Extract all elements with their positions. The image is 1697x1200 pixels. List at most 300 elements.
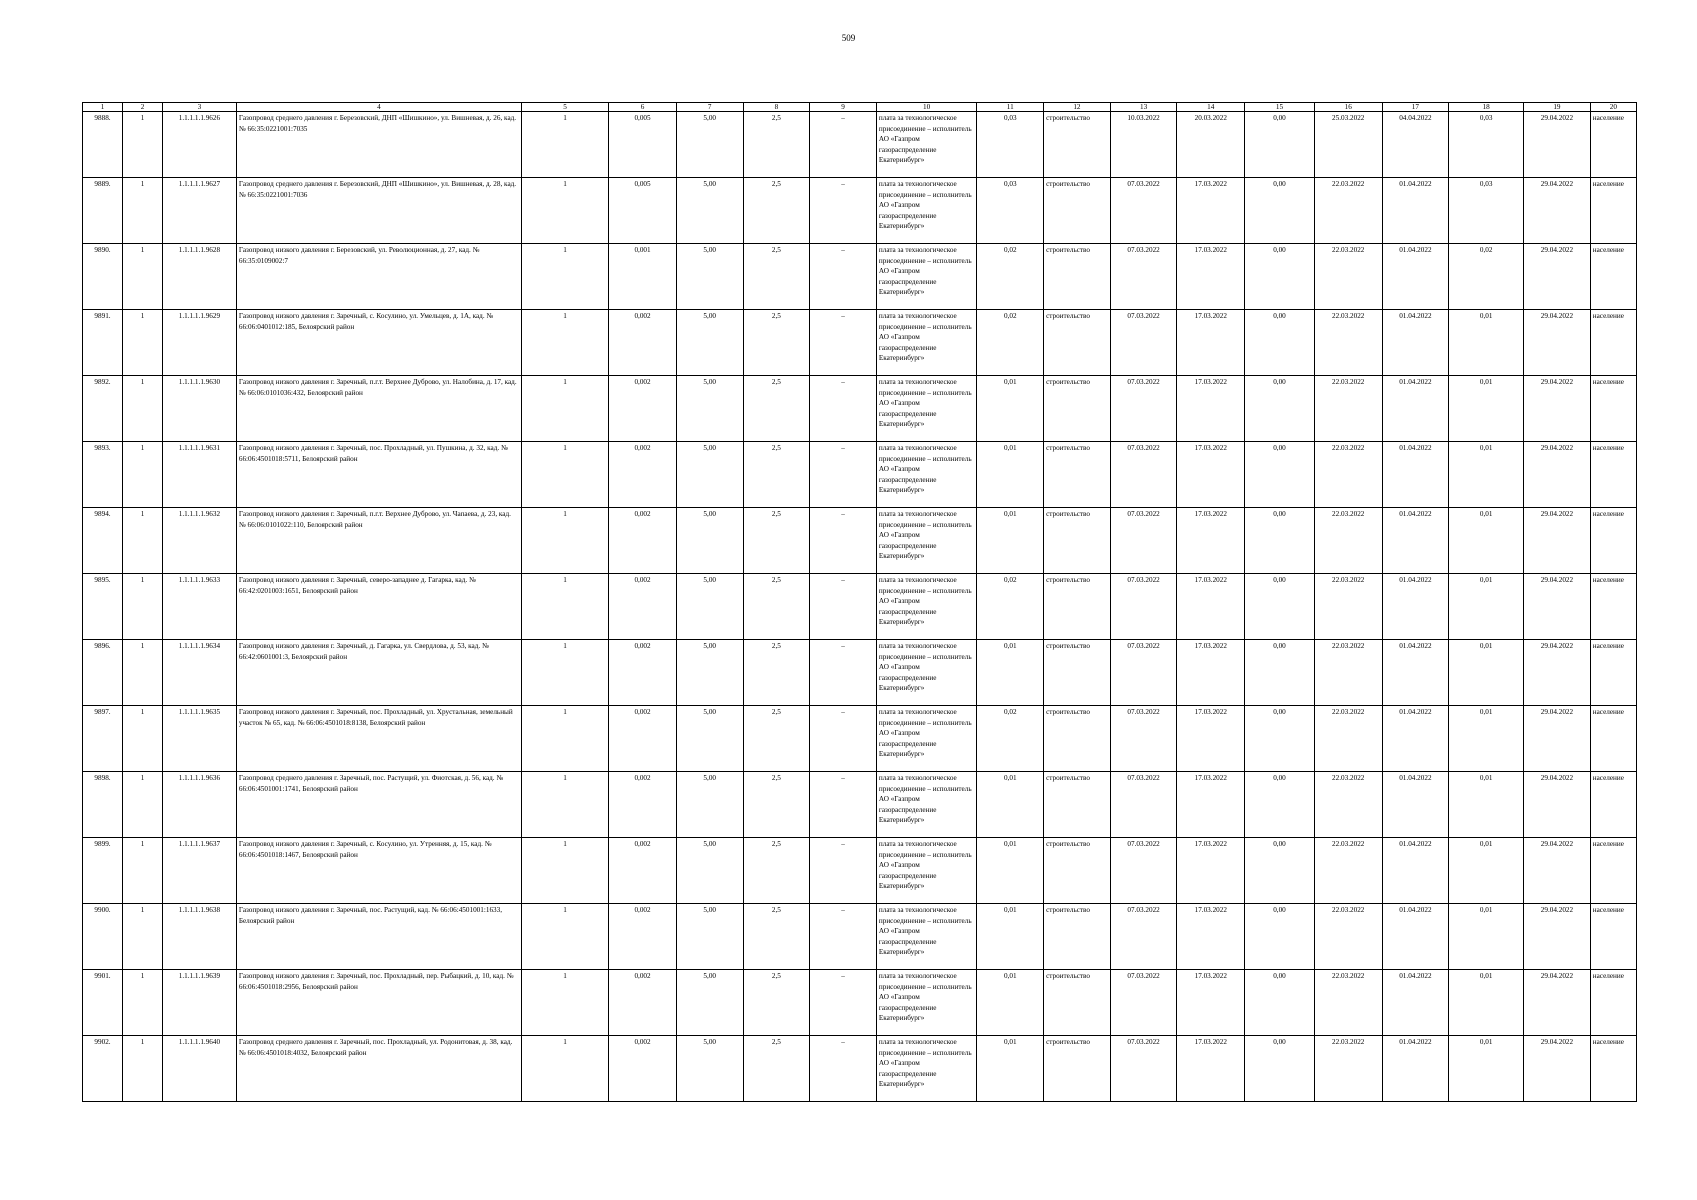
- col-6-cell: 0,002: [609, 574, 677, 640]
- project-id-cell: 1.1.1.1.1.9626: [163, 112, 237, 178]
- col-5-cell: 1: [522, 244, 609, 310]
- consumer-category-cell: население: [1590, 772, 1636, 838]
- date-13-cell: 07.03.2022: [1110, 310, 1177, 376]
- date-19-cell: 29.04.2022: [1524, 1036, 1591, 1102]
- col-6-cell: 0,002: [609, 838, 677, 904]
- column-header-16: 16: [1314, 103, 1382, 112]
- date-17-cell: 01.04.2022: [1382, 508, 1449, 574]
- table-row: [83, 244, 1637, 310]
- date-16-cell: 22.03.2022: [1314, 442, 1382, 508]
- date-19-cell: 29.04.2022: [1524, 244, 1591, 310]
- col-9-cell: –: [810, 772, 877, 838]
- work-type-cell: строительство: [1044, 508, 1111, 574]
- project-id-cell: 1.1.1.1.1.9638: [163, 904, 237, 970]
- row-number-cell: 9889.: [83, 178, 123, 244]
- col-9-cell: –: [810, 574, 877, 640]
- col-11-cell: 0,01: [977, 904, 1044, 970]
- col-8-cell: 2,5: [743, 508, 810, 574]
- date-14-cell: 17.03.2022: [1177, 838, 1245, 904]
- funding-source-cell: плата за технологическое присоединение – исполнитель АО «Газпром газораспределение Екатеринбург»: [876, 772, 977, 838]
- funding-source-cell: плата за технологическое присоединение – исполнитель АО «Газпром газораспределение Екатеринбург»: [876, 178, 977, 244]
- table-row: [83, 772, 1637, 838]
- date-16-cell: 22.03.2022: [1314, 376, 1382, 442]
- col-5-cell: 1: [522, 838, 609, 904]
- col-9-cell: –: [810, 706, 877, 772]
- date-19-cell: 29.04.2022: [1524, 310, 1591, 376]
- date-17-cell: 01.04.2022: [1382, 640, 1449, 706]
- col-2-cell: 1: [123, 640, 163, 706]
- consumer-category-cell: население: [1590, 640, 1636, 706]
- col-2-cell: 1: [123, 904, 163, 970]
- date-19-cell: 29.04.2022: [1524, 112, 1591, 178]
- col-5-cell: 1: [522, 640, 609, 706]
- table-row: [83, 574, 1637, 640]
- table-row: [83, 508, 1637, 574]
- col-2-cell: 1: [123, 244, 163, 310]
- col-9-cell: –: [810, 640, 877, 706]
- date-16-cell: 22.03.2022: [1314, 772, 1382, 838]
- work-type-cell: строительство: [1044, 112, 1111, 178]
- project-id-cell: 1.1.1.1.1.9632: [163, 508, 237, 574]
- project-description-cell: Газопровод низкого давления г. Заречный, пос. Растущий, кад. № 66:06:4501001:1633, Белоярский район: [236, 904, 521, 970]
- col-15-cell: 0,00: [1245, 904, 1315, 970]
- date-16-cell: 22.03.2022: [1314, 640, 1382, 706]
- col-11-cell: 0,02: [977, 310, 1044, 376]
- column-number-header-row: [83, 103, 1637, 112]
- col-2-cell: 1: [123, 706, 163, 772]
- funding-source-cell: плата за технологическое присоединение – исполнитель АО «Газпром газораспределение Екатеринбург»: [876, 574, 977, 640]
- col-11-cell: 0,02: [977, 574, 1044, 640]
- col-5-cell: 1: [522, 442, 609, 508]
- col-8-cell: 2,5: [743, 640, 810, 706]
- col-18-cell: 0,01: [1449, 904, 1524, 970]
- col-8-cell: 2,5: [743, 970, 810, 1036]
- date-14-cell: 17.03.2022: [1177, 970, 1245, 1036]
- date-17-cell: 01.04.2022: [1382, 178, 1449, 244]
- col-9-cell: –: [810, 904, 877, 970]
- project-description-cell: Газопровод низкого давления г. Заречный, пос. Прохладный, ул. Пушкина, д. 32, кад. № 66:06:4501018:5711, Белоярский район: [236, 442, 521, 508]
- column-header-8: 8: [743, 103, 810, 112]
- date-14-cell: 17.03.2022: [1177, 640, 1245, 706]
- work-type-cell: строительство: [1044, 574, 1111, 640]
- col-18-cell: 0,02: [1449, 244, 1524, 310]
- consumer-category-cell: население: [1590, 376, 1636, 442]
- project-id-cell: 1.1.1.1.1.9628: [163, 244, 237, 310]
- date-13-cell: 10.03.2022: [1110, 112, 1177, 178]
- column-header-18: 18: [1449, 103, 1524, 112]
- col-8-cell: 2,5: [743, 904, 810, 970]
- funding-source-cell: плата за технологическое присоединение – исполнитель АО «Газпром газораспределение Екатеринбург»: [876, 244, 977, 310]
- date-13-cell: 07.03.2022: [1110, 376, 1177, 442]
- col-7-cell: 5,00: [676, 244, 743, 310]
- col-8-cell: 2,5: [743, 442, 810, 508]
- column-header-4: 4: [236, 103, 521, 112]
- date-13-cell: 07.03.2022: [1110, 178, 1177, 244]
- date-13-cell: 07.03.2022: [1110, 904, 1177, 970]
- col-9-cell: –: [810, 112, 877, 178]
- work-type-cell: строительство: [1044, 772, 1111, 838]
- date-13-cell: 07.03.2022: [1110, 706, 1177, 772]
- col-18-cell: 0,01: [1449, 376, 1524, 442]
- row-number-cell: 9898.: [83, 772, 123, 838]
- col-9-cell: –: [810, 244, 877, 310]
- project-description-cell: Газопровод низкого давления г. Березовский, ул. Революционная, д. 27, кад. № 66:35:0109002:7: [236, 244, 521, 310]
- col-6-cell: 0,001: [609, 244, 677, 310]
- funding-source-cell: плата за технологическое присоединение – исполнитель АО «Газпром газораспределение Екатеринбург»: [876, 970, 977, 1036]
- col-6-cell: 0,002: [609, 1036, 677, 1102]
- table-row: [83, 838, 1637, 904]
- col-5-cell: 1: [522, 310, 609, 376]
- col-9-cell: –: [810, 1036, 877, 1102]
- col-7-cell: 5,00: [676, 310, 743, 376]
- date-17-cell: 04.04.2022: [1382, 112, 1449, 178]
- row-number-cell: 9901.: [83, 970, 123, 1036]
- date-16-cell: 22.03.2022: [1314, 838, 1382, 904]
- col-2-cell: 1: [123, 178, 163, 244]
- col-2-cell: 1: [123, 508, 163, 574]
- work-type-cell: строительство: [1044, 178, 1111, 244]
- consumer-category-cell: население: [1590, 244, 1636, 310]
- date-17-cell: 01.04.2022: [1382, 772, 1449, 838]
- date-19-cell: 29.04.2022: [1524, 442, 1591, 508]
- row-number-cell: 9902.: [83, 1036, 123, 1102]
- col-11-cell: 0,03: [977, 112, 1044, 178]
- funding-source-cell: плата за технологическое присоединение – исполнитель АО «Газпром газораспределение Екатеринбург»: [876, 376, 977, 442]
- date-16-cell: 22.03.2022: [1314, 310, 1382, 376]
- project-id-cell: 1.1.1.1.1.9636: [163, 772, 237, 838]
- col-8-cell: 2,5: [743, 178, 810, 244]
- date-19-cell: 29.04.2022: [1524, 178, 1591, 244]
- consumer-category-cell: население: [1590, 706, 1636, 772]
- table-row: [83, 1036, 1637, 1102]
- col-2-cell: 1: [123, 772, 163, 838]
- col-6-cell: 0,002: [609, 706, 677, 772]
- project-description-cell: Газопровод среднего давления г. Заречный, пос. Растущий, ул. Фиотская, д. 56, кад. № 66:06:4501001:1741, Белоярский район: [236, 772, 521, 838]
- col-15-cell: 0,00: [1245, 310, 1315, 376]
- col-11-cell: 0,02: [977, 706, 1044, 772]
- date-19-cell: 29.04.2022: [1524, 772, 1591, 838]
- col-18-cell: 0,03: [1449, 178, 1524, 244]
- project-description-cell: Газопровод низкого давления г. Заречный, д. Гагарка, ул. Свердлова, д. 53, кад. № 66:42:0601001:3, Белоярский район: [236, 640, 521, 706]
- column-header-5: 5: [522, 103, 609, 112]
- date-16-cell: 22.03.2022: [1314, 244, 1382, 310]
- date-14-cell: 20.03.2022: [1177, 112, 1245, 178]
- col-8-cell: 2,5: [743, 706, 810, 772]
- project-description-cell: Газопровод среднего давления г. Березовский, ДНП «Шишкино», ул. Вишневая, д. 28, кад. № 66:35:0221001:7036: [236, 178, 521, 244]
- col-15-cell: 0,00: [1245, 376, 1315, 442]
- col-11-cell: 0,01: [977, 1036, 1044, 1102]
- row-number-cell: 9891.: [83, 310, 123, 376]
- date-17-cell: 01.04.2022: [1382, 1036, 1449, 1102]
- date-13-cell: 07.03.2022: [1110, 1036, 1177, 1102]
- date-16-cell: 22.03.2022: [1314, 706, 1382, 772]
- row-number-cell: 9892.: [83, 376, 123, 442]
- date-16-cell: 22.03.2022: [1314, 970, 1382, 1036]
- row-number-cell: 9896.: [83, 640, 123, 706]
- col-15-cell: 0,00: [1245, 574, 1315, 640]
- investment-register-table: [82, 102, 1637, 1102]
- col-7-cell: 5,00: [676, 178, 743, 244]
- table-row: [83, 178, 1637, 244]
- col-15-cell: 0,00: [1245, 508, 1315, 574]
- date-13-cell: 07.03.2022: [1110, 970, 1177, 1036]
- date-19-cell: 29.04.2022: [1524, 904, 1591, 970]
- col-6-cell: 0,002: [609, 772, 677, 838]
- col-6-cell: 0,005: [609, 178, 677, 244]
- col-11-cell: 0,01: [977, 442, 1044, 508]
- date-16-cell: 22.03.2022: [1314, 1036, 1382, 1102]
- row-number-cell: 9897.: [83, 706, 123, 772]
- project-id-cell: 1.1.1.1.1.9629: [163, 310, 237, 376]
- work-type-cell: строительство: [1044, 838, 1111, 904]
- col-8-cell: 2,5: [743, 112, 810, 178]
- project-description-cell: Газопровод низкого давления г. Заречный, северо-западнее д. Гагарка, кад. № 66:42:0201003:1651, Белоярский район: [236, 574, 521, 640]
- project-description-cell: Газопровод низкого давления г. Заречный, п.г.т. Верхнее Дуброво, ул. Чапаева, д. 23, кад. № 66:06:0101022:110, Белоярский район: [236, 508, 521, 574]
- col-15-cell: 0,00: [1245, 970, 1315, 1036]
- column-header-14: 14: [1177, 103, 1245, 112]
- date-19-cell: 29.04.2022: [1524, 838, 1591, 904]
- col-5-cell: 1: [522, 112, 609, 178]
- col-9-cell: –: [810, 970, 877, 1036]
- consumer-category-cell: население: [1590, 838, 1636, 904]
- column-header-10: 10: [876, 103, 977, 112]
- col-2-cell: 1: [123, 376, 163, 442]
- date-16-cell: 22.03.2022: [1314, 904, 1382, 970]
- date-14-cell: 17.03.2022: [1177, 706, 1245, 772]
- col-15-cell: 0,00: [1245, 1036, 1315, 1102]
- work-type-cell: строительство: [1044, 376, 1111, 442]
- col-7-cell: 5,00: [676, 442, 743, 508]
- date-13-cell: 07.03.2022: [1110, 244, 1177, 310]
- funding-source-cell: плата за технологическое присоединение – исполнитель АО «Газпром газораспределение Екатеринбург»: [876, 1036, 977, 1102]
- col-6-cell: 0,005: [609, 112, 677, 178]
- consumer-category-cell: население: [1590, 310, 1636, 376]
- table-row: [83, 904, 1637, 970]
- row-number-cell: 9893.: [83, 442, 123, 508]
- col-8-cell: 2,5: [743, 244, 810, 310]
- col-18-cell: 0,01: [1449, 970, 1524, 1036]
- column-header-20: 20: [1590, 103, 1636, 112]
- col-18-cell: 0,01: [1449, 1036, 1524, 1102]
- consumer-category-cell: население: [1590, 508, 1636, 574]
- date-14-cell: 17.03.2022: [1177, 376, 1245, 442]
- date-17-cell: 01.04.2022: [1382, 904, 1449, 970]
- consumer-category-cell: население: [1590, 904, 1636, 970]
- col-6-cell: 0,002: [609, 508, 677, 574]
- col-7-cell: 5,00: [676, 112, 743, 178]
- date-19-cell: 29.04.2022: [1524, 376, 1591, 442]
- col-8-cell: 2,5: [743, 772, 810, 838]
- date-13-cell: 07.03.2022: [1110, 772, 1177, 838]
- table-row: [83, 970, 1637, 1036]
- project-description-cell: Газопровод низкого давления г. Заречный, с. Косулино, ул. Утренняя, д. 15, кад. № 66:06:4501018:1467, Белоярский район: [236, 838, 521, 904]
- date-17-cell: 01.04.2022: [1382, 376, 1449, 442]
- project-description-cell: Газопровод низкого давления г. Заречный, п.г.т. Верхнее Дуброво, ул. Налобина, д. 17, кад. № 66:06:0101036:432, Белоярский район: [236, 376, 521, 442]
- col-9-cell: –: [810, 376, 877, 442]
- col-15-cell: 0,00: [1245, 244, 1315, 310]
- date-13-cell: 07.03.2022: [1110, 574, 1177, 640]
- col-8-cell: 2,5: [743, 376, 810, 442]
- col-7-cell: 5,00: [676, 706, 743, 772]
- col-5-cell: 1: [522, 1036, 609, 1102]
- row-number-cell: 9894.: [83, 508, 123, 574]
- date-16-cell: 22.03.2022: [1314, 508, 1382, 574]
- col-18-cell: 0,01: [1449, 640, 1524, 706]
- work-type-cell: строительство: [1044, 244, 1111, 310]
- date-13-cell: 07.03.2022: [1110, 442, 1177, 508]
- project-id-cell: 1.1.1.1.1.9633: [163, 574, 237, 640]
- col-15-cell: 0,00: [1245, 640, 1315, 706]
- project-id-cell: 1.1.1.1.1.9631: [163, 442, 237, 508]
- table-row: [83, 640, 1637, 706]
- date-14-cell: 17.03.2022: [1177, 508, 1245, 574]
- col-11-cell: 0,01: [977, 640, 1044, 706]
- column-header-12: 12: [1044, 103, 1111, 112]
- col-18-cell: 0,01: [1449, 508, 1524, 574]
- date-14-cell: 17.03.2022: [1177, 178, 1245, 244]
- page-number: 509: [841, 33, 856, 43]
- col-8-cell: 2,5: [743, 1036, 810, 1102]
- work-type-cell: строительство: [1044, 1036, 1111, 1102]
- date-14-cell: 17.03.2022: [1177, 772, 1245, 838]
- col-2-cell: 1: [123, 970, 163, 1036]
- date-14-cell: 17.03.2022: [1177, 904, 1245, 970]
- col-7-cell: 5,00: [676, 772, 743, 838]
- col-7-cell: 5,00: [676, 574, 743, 640]
- project-description-cell: Газопровод среднего давления г. Березовский, ДНП «Шишкино», ул. Вишневая, д. 26, кад. № 66:35:0221001:7035: [236, 112, 521, 178]
- col-6-cell: 0,002: [609, 310, 677, 376]
- col-8-cell: 2,5: [743, 310, 810, 376]
- col-18-cell: 0,01: [1449, 706, 1524, 772]
- table-row: [83, 310, 1637, 376]
- column-header-6: 6: [609, 103, 677, 112]
- column-header-9: 9: [810, 103, 877, 112]
- table-row: [83, 112, 1637, 178]
- col-5-cell: 1: [522, 376, 609, 442]
- work-type-cell: строительство: [1044, 310, 1111, 376]
- table-row: [83, 442, 1637, 508]
- col-9-cell: –: [810, 310, 877, 376]
- date-13-cell: 07.03.2022: [1110, 640, 1177, 706]
- work-type-cell: строительство: [1044, 640, 1111, 706]
- project-id-cell: 1.1.1.1.1.9640: [163, 1036, 237, 1102]
- col-7-cell: 5,00: [676, 904, 743, 970]
- column-header-2: 2: [123, 103, 163, 112]
- col-18-cell: 0,01: [1449, 442, 1524, 508]
- funding-source-cell: плата за технологическое присоединение – исполнитель АО «Газпром газораспределение Екатеринбург»: [876, 508, 977, 574]
- date-16-cell: 25.03.2022: [1314, 112, 1382, 178]
- funding-source-cell: плата за технологическое присоединение – исполнитель АО «Газпром газораспределение Екатеринбург»: [876, 442, 977, 508]
- row-number-cell: 9900.: [83, 904, 123, 970]
- col-18-cell: 0,03: [1449, 112, 1524, 178]
- col-2-cell: 1: [123, 574, 163, 640]
- date-19-cell: 29.04.2022: [1524, 508, 1591, 574]
- column-header-3: 3: [163, 103, 237, 112]
- date-17-cell: 01.04.2022: [1382, 970, 1449, 1036]
- col-2-cell: 1: [123, 1036, 163, 1102]
- col-11-cell: 0,03: [977, 178, 1044, 244]
- col-7-cell: 5,00: [676, 508, 743, 574]
- col-8-cell: 2,5: [743, 574, 810, 640]
- project-id-cell: 1.1.1.1.1.9627: [163, 178, 237, 244]
- date-19-cell: 29.04.2022: [1524, 574, 1591, 640]
- col-7-cell: 5,00: [676, 970, 743, 1036]
- col-6-cell: 0,002: [609, 442, 677, 508]
- col-15-cell: 0,00: [1245, 706, 1315, 772]
- column-header-1: 1: [83, 103, 123, 112]
- col-7-cell: 5,00: [676, 838, 743, 904]
- date-14-cell: 17.03.2022: [1177, 310, 1245, 376]
- column-header-17: 17: [1382, 103, 1449, 112]
- col-9-cell: –: [810, 838, 877, 904]
- col-9-cell: –: [810, 178, 877, 244]
- col-15-cell: 0,00: [1245, 838, 1315, 904]
- col-15-cell: 0,00: [1245, 112, 1315, 178]
- col-9-cell: –: [810, 442, 877, 508]
- col-6-cell: 0,002: [609, 970, 677, 1036]
- project-description-cell: Газопровод низкого давления г. Заречный, с. Косулино, ул. Умельцев, д. 1А, кад. № 66:06:0401012:185, Белоярский район: [236, 310, 521, 376]
- col-5-cell: 1: [522, 178, 609, 244]
- row-number-cell: 9895.: [83, 574, 123, 640]
- col-18-cell: 0,01: [1449, 772, 1524, 838]
- consumer-category-cell: население: [1590, 574, 1636, 640]
- col-11-cell: 0,01: [977, 838, 1044, 904]
- col-11-cell: 0,01: [977, 376, 1044, 442]
- date-17-cell: 01.04.2022: [1382, 442, 1449, 508]
- date-13-cell: 07.03.2022: [1110, 508, 1177, 574]
- date-17-cell: 01.04.2022: [1382, 244, 1449, 310]
- date-17-cell: 01.04.2022: [1382, 838, 1449, 904]
- funding-source-cell: плата за технологическое присоединение – исполнитель АО «Газпром газораспределение Екатеринбург»: [876, 640, 977, 706]
- col-2-cell: 1: [123, 310, 163, 376]
- row-number-cell: 9888.: [83, 112, 123, 178]
- work-type-cell: строительство: [1044, 970, 1111, 1036]
- col-11-cell: 0,01: [977, 772, 1044, 838]
- row-number-cell: 9899.: [83, 838, 123, 904]
- col-15-cell: 0,00: [1245, 772, 1315, 838]
- date-14-cell: 17.03.2022: [1177, 1036, 1245, 1102]
- col-6-cell: 0,002: [609, 376, 677, 442]
- col-5-cell: 1: [522, 904, 609, 970]
- date-19-cell: 29.04.2022: [1524, 640, 1591, 706]
- project-id-cell: 1.1.1.1.1.9637: [163, 838, 237, 904]
- consumer-category-cell: население: [1590, 178, 1636, 244]
- col-5-cell: 1: [522, 574, 609, 640]
- col-6-cell: 0,002: [609, 640, 677, 706]
- date-16-cell: 22.03.2022: [1314, 178, 1382, 244]
- table-body: [83, 112, 1637, 1102]
- col-2-cell: 1: [123, 442, 163, 508]
- column-header-11: 11: [977, 103, 1044, 112]
- project-description-cell: Газопровод низкого давления г. Заречный, пос. Прохладный, пер. Рыбацкий, д. 10, кад. № 66:06:4501018:2956, Белоярский район: [236, 970, 521, 1036]
- column-header-15: 15: [1245, 103, 1315, 112]
- work-type-cell: строительство: [1044, 904, 1111, 970]
- funding-source-cell: плата за технологическое присоединение – исполнитель АО «Газпром газораспределение Екатеринбург»: [876, 706, 977, 772]
- date-13-cell: 07.03.2022: [1110, 838, 1177, 904]
- col-18-cell: 0,01: [1449, 574, 1524, 640]
- table-row: [83, 706, 1637, 772]
- column-header-7: 7: [676, 103, 743, 112]
- col-11-cell: 0,02: [977, 244, 1044, 310]
- date-17-cell: 01.04.2022: [1382, 310, 1449, 376]
- date-19-cell: 29.04.2022: [1524, 706, 1591, 772]
- col-11-cell: 0,01: [977, 508, 1044, 574]
- project-id-cell: 1.1.1.1.1.9634: [163, 640, 237, 706]
- funding-source-cell: плата за технологическое присоединение – исполнитель АО «Газпром газораспределение Екатеринбург»: [876, 904, 977, 970]
- consumer-category-cell: население: [1590, 442, 1636, 508]
- table-row: [83, 376, 1637, 442]
- date-16-cell: 22.03.2022: [1314, 574, 1382, 640]
